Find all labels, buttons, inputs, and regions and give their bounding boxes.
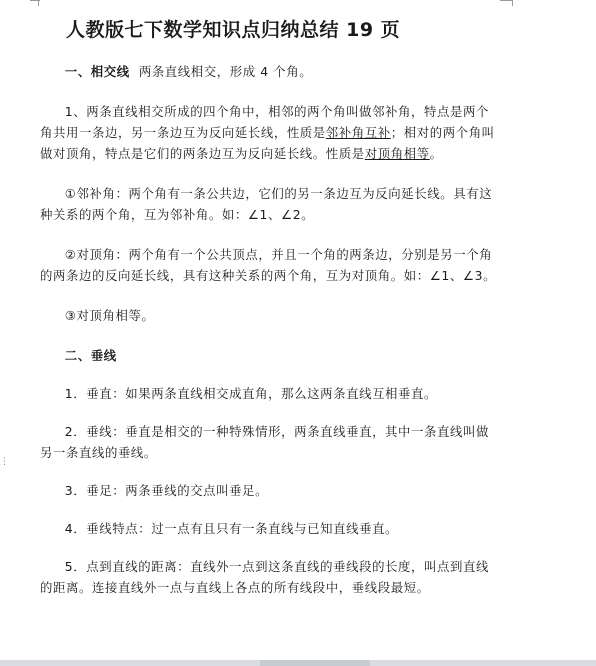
paragraph-vertical-angles-definition: ②对顶角：两个角有一个公共顶点，并且一个角的两条边，分别是另一个角的两条边的反向延长线，具有这种关系的两个角，互为对顶角。如：∠1、∠3。	[40, 247, 497, 283]
scrollbar-thumb[interactable]	[260, 660, 370, 666]
crop-mark-top-right	[500, 0, 512, 1]
underlined-term: 邻补角互补	[325, 125, 391, 140]
list-item: 3．垂足：两条垂线的交点叫垂足。	[64, 483, 269, 498]
bottom-scrollbar[interactable]	[0, 660, 596, 666]
section-heading-intersecting-lines	[40, 61, 500, 82]
list-item: 5．点到直线的距离：直线外一点到这条直线的垂线段的长度，叫点到直线的距离。连接直线外一点与直线上各点的所有线段中，垂线段最短。	[40, 559, 489, 595]
list-item: 1．垂直：如果两条直线相交成直角，那么这两条直线互相垂直。	[64, 386, 438, 401]
document-title: 人教版七下数学知识点归纳总结 19 页	[66, 19, 401, 41]
section-heading: 一、相交线	[64, 64, 130, 79]
paragraph-vertical-angles-equal: ③对顶角相等。	[64, 308, 155, 323]
crop-mark-top-right-vertical	[512, 0, 513, 6]
section-heading-perpendicular: 二、垂线	[64, 348, 117, 363]
paragraph-text: 1、两条直线相交所成的四个角中，相邻的两个角叫做邻补角，特点是两个角共用一条边，另一条边互为反向延长线，性质是	[40, 104, 489, 140]
resize-handle-icon[interactable]: ⋮	[0, 457, 9, 467]
document-content	[40, 14, 500, 598]
list-item: 2．垂线：垂直是相交的一种特殊情形，两条直线垂直，其中一条直线叫做另一条直线的垂线。	[40, 424, 489, 460]
paragraph-text: 。	[429, 146, 443, 161]
crop-mark-top-left-vertical	[38, 0, 39, 6]
list-item: 4．垂线特点：过一点有且只有一条直线与已知直线垂直。	[64, 521, 399, 536]
paragraph-adjacent-vertical-angles	[40, 101, 500, 164]
section-intro: 两条直线相交，形成 4 个角。	[138, 64, 313, 79]
paragraph-adjacent-angles-definition: ①邻补角：两个角有一条公共边，它们的另一条边互为反向延长线。具有这种关系的两个角，互为邻补角。如：∠1、∠2。	[40, 186, 493, 222]
underlined-term: 对顶角相等	[364, 146, 430, 161]
paragraph-text: ；相对的两个角叫做对顶角，特点是它们的两条边互为反向延长线。性质是	[40, 125, 495, 161]
